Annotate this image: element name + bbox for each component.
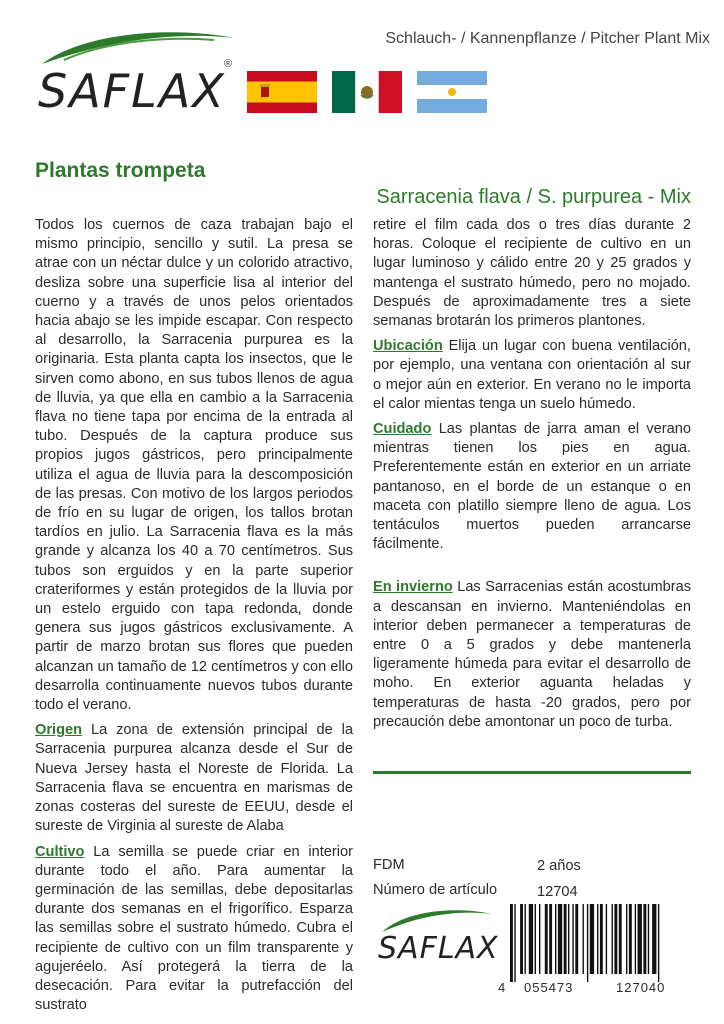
cuidado-text: Las plantas de jarra aman el verano mientras tienen los pies en agua. Preferentemente están en exterior en un arriate pantanoso, en el borde de un estanque o en maceta con platillo siempre lleno de agua. Los tentáculos muertos pueden arrancarse fácilmente. bbox=[373, 421, 691, 553]
product-title: Schlauch- / Kannenpflanze / Pitcher Plant Mix bbox=[385, 30, 710, 47]
cuidado-heading: Cuidado bbox=[373, 421, 432, 438]
spain-flag-icon bbox=[247, 71, 317, 113]
cultivo-heading: Cultivo bbox=[35, 843, 85, 860]
cuidado-paragraph bbox=[373, 420, 691, 554]
barcode-left-digits: 055473 bbox=[524, 980, 574, 995]
ubicacion-paragraph bbox=[373, 337, 691, 414]
barcode-lead-digit: 4 bbox=[498, 980, 506, 995]
ubicacion-heading: Ubicación bbox=[373, 338, 443, 355]
barcode bbox=[496, 904, 692, 1000]
cultivo-paragraph bbox=[35, 843, 353, 1016]
saflax-logo-small bbox=[376, 904, 500, 968]
fdm-label: FDM bbox=[373, 857, 405, 873]
article-number-value: 12704 bbox=[537, 884, 578, 900]
fdm-value: 2 años bbox=[537, 858, 581, 874]
barcode-right-digits: 127040 bbox=[616, 980, 666, 995]
cultivo-text: La semilla se puede criar en interior durante todo el año. Para aumentar la germinación de las semillas, debe depositarlas durante dos semanas en el frigorífico. Esparza las semillas sobre el sustrato húmedo. Cubra el recipiente de cultivo con un film transparente y agujeréelo. Así protegerá la tierra de la desecación. Para evitar la putrefacción del sustrato bbox=[35, 843, 353, 1014]
section-divider bbox=[373, 771, 691, 774]
argentina-flag-icon bbox=[417, 71, 487, 113]
ubicacion-text: Elija un lugar con buena ventilación, por ejemplo, una ventana con orientación al sur o mejor aún en exterior. En verano no le importa el calor mientas tenga un suelo húmedo. bbox=[373, 338, 691, 412]
mexico-flag-icon bbox=[332, 71, 402, 113]
invierno-heading: En invierno bbox=[373, 579, 453, 596]
right-column bbox=[373, 216, 691, 738]
registered-mark: ® bbox=[224, 58, 233, 70]
barcode-bars bbox=[496, 904, 692, 982]
saflax-logo bbox=[34, 24, 246, 124]
article-number-label: Número de artículo bbox=[373, 882, 498, 898]
intro-paragraph: Todos los cuernos de caza trabajan bajo el mismo principio, sencillo y sutil. La presa se atrae con un néctar dulce y un colorido atractivo, desliza sobre una superficie lisa al interior del cuerno y a través de unos pelos orientados hacia abajo se les impide escapar. Con respecto al desarrollo, la Sarracenia purpurea es la originaria. Esta planta capta los insectos, que le sirven como abono, en sus tubos llenos de agua de lluvia, ya que ella en cambio a la Sarracenia flava no tiene tapa por encima de la entrada al tubo. Después de la captura produce sus propios jugos gástricos, pero principalmente utiliza el agua de lluvia para la descomposición de las presas. Con motivo de los largos periodos de frío en su lugar de origen, los tallos brotan tardíos en julio. La Sarracenia flava es la más grande y alcanza los 40 a 70 centímetros. Sus tubos son erguidos y en la parte superior crateriformes y están protegidos de la lluvia por un estelo erguido con tapa redonda, donde genera sus jugos gástricos exclusivamente. A partir de marzo brotan sus flores que pueden alcanzan un tamaño de 12 centímetros y con ello desarrolla continuamente nuevos tubos durante todo el verano. bbox=[35, 217, 354, 714]
origen-text: La zona de extensión principal de la Sarracenia purpurea alcanza desde el Sur de Nueva Jersey hasta el Noreste de Florida. La Sarracenia flava se encuentra en marismas de zonas costeras del sureste de EEUU, desde el sureste de Virginia al sureste de Alaba bbox=[35, 722, 353, 835]
brand-name-small: SAFLAX bbox=[378, 931, 499, 966]
common-name-title: Plantas trompeta bbox=[35, 159, 206, 182]
invierno-text: Las Sarracenias están acostumbras a descansan en invierno. Manteniéndolas en interior deben permanecer a temperaturas de entre 0 a 5 grados y debe mantenerla ligeramente húmeda para evitar el desarrollo de moho. En exterior aguanta heladas y temperaturas de hasta -20 grados, pero por precaución debe amontonar un poco de turba. bbox=[373, 579, 692, 730]
origen-heading: Origen bbox=[35, 722, 83, 739]
left-column bbox=[35, 216, 353, 1021]
origen-paragraph bbox=[35, 721, 353, 836]
cultivo-continued: retire el film cada dos o tres días durante 2 horas. Coloque el recipiente de cultivo en un lugar luminoso y cálido entre 20 y 25 grados y mantenga el sustrato húmedo, pero no mojado. Después de aproximadamente tres a siete semanas brotarán los primeros plantones. bbox=[373, 217, 691, 330]
invierno-paragraph bbox=[373, 578, 691, 732]
latin-name-title: Sarracenia flava / S. purpurea - Mix bbox=[376, 186, 691, 208]
brand-name: SAFLAX bbox=[38, 64, 226, 118]
